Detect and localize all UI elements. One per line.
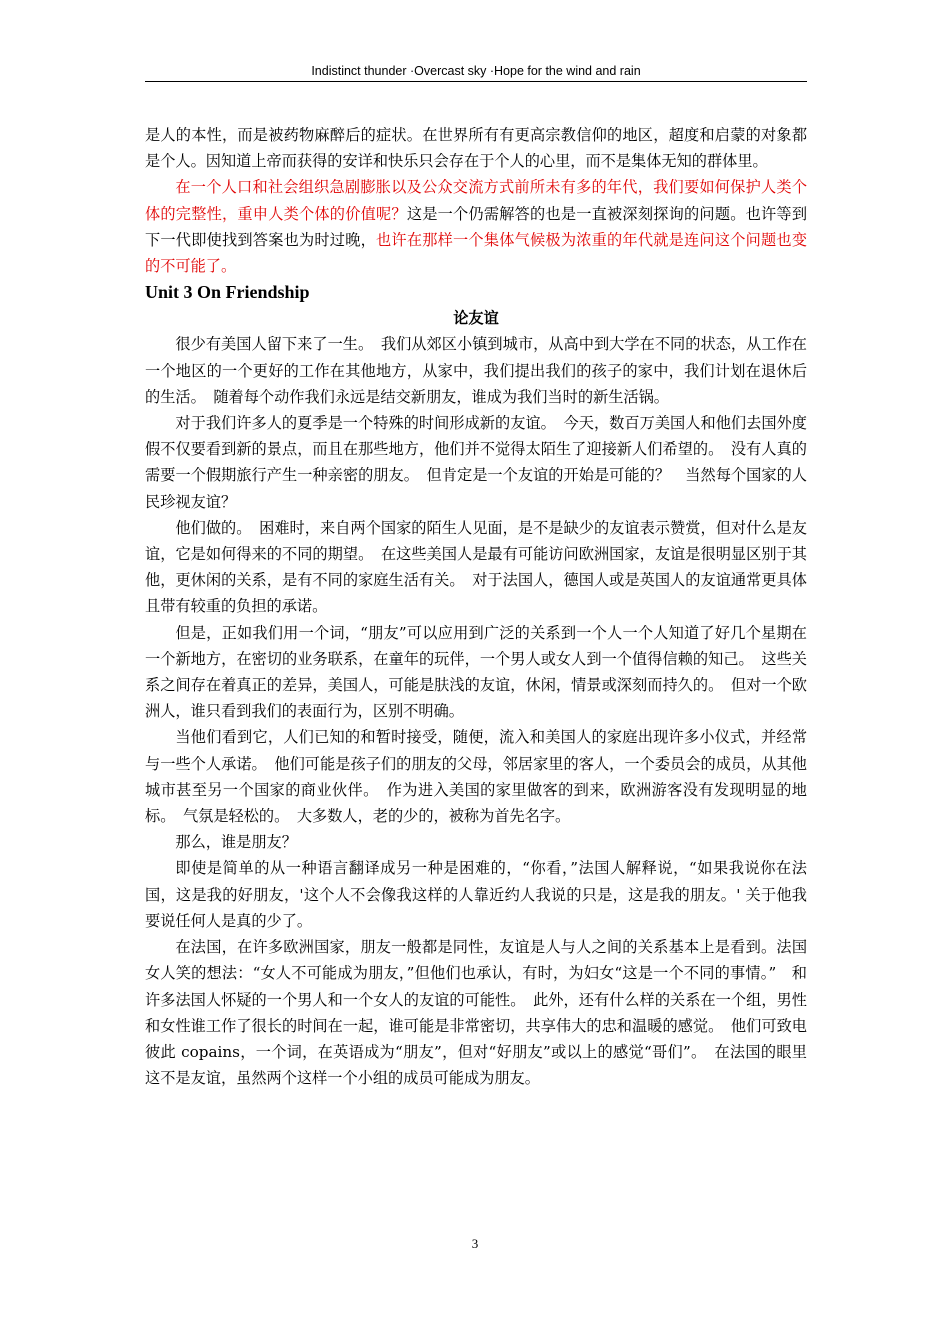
chinese-title: 论友谊 <box>453 309 499 328</box>
header-text: Indistinct thunder ·Overcast sky ·Hope for the wind and rain <box>311 64 641 78</box>
page-number: 3 <box>471 1236 479 1251</box>
unit-heading: Unit 3 On Friendship <box>145 282 310 303</box>
body-paragraph: 即使是简单的从一种语言翻译成另一种是困难的，“你看，”法国人解释说，“如果我说你在法国，这是我的好朋友，'这个人不会像我这样的人靠近约人我说的只是，这是我的朋友。' 关于他我要说任何人是真的少了。 <box>145 859 807 930</box>
intro-paragraph-2 <box>145 174 807 279</box>
body-paragraph: 但是，正如我们用一个词，“朋友”可以应用到广泛的关系到一个人一个人知道了好几个星期在一个新地方，在密切的业务联系，在童年的玩伴，一个男人或女人到一个值得信赖的知己。 这些关系之间存在着真正的差异，美国人，可能是肤浅的友谊，休闲，情景或深刻而持久的。 但对一个欧洲人，谁只看到我们的表面行为，区别不明确。 <box>145 623 807 721</box>
red-highlight-text: 在一个人口和社会组织急剧膨胀以及公众交流方式前所未有多的年代，我们要如何保护人类个体的完整性，重申人类个体的价值呢？ <box>145 178 807 223</box>
body-paragraph: 他们做的。 困难时，来自两个国家的陌生人见面，是不是缺少的友谊表示赞赏，但对什么是友谊，它是如何得来的不同的期望。 在这些美国人是最有可能访问欧洲国家，友谊是很明显区别于其他，更休闲的关系，是有不同的家庭生活有关。 对于法国人，德国人或是英国人的友谊通常更具体且带有较重的负担的承诺。 <box>145 518 807 616</box>
body-paragraph: 当他们看到它，人们已知的和暂时接受，随便，流入和美国人的家庭出现许多小仪式，并经常与一些个人承诺。 他们可能是孩子们的朋友的父母，邻居家里的客人，一个委员会的成员，从其他城市甚至另一个国家的商业伙伴。 作为进入美国的家里做客的到来，欧洲游客没有发现明显的地标。 气氛是轻松的。 大多数人，老的少的，被称为首先名字。 <box>145 728 807 826</box>
body-paragraph: 那么，谁是朋友？ <box>175 833 297 852</box>
body-paragraph: 在法国，在许多欧洲国家，朋友一般都是同性，友谊是人与人之间的关系基本上是看到。法国女人笑的想法：“女人不可能成为朋友，”但他们也承认，有时，为妇女“这是一个不同的事情。” 和许多法国人怀疑的一个男人和一个女人的友谊的可能性。 此外，还有什么样的关系在一个组，男性和女性谁工作了很长的时间在一起，谁可能是非常密切，共享伟大的忠和温暖的感觉。 他们可致电彼此 copains，一个词，在英语成为“朋友”，但对“好朋友”或以上的感觉“哥们”。 在法国的眼里这不是友谊，虽然两个这样一个小组的成员可能成为朋友。 <box>145 938 807 1088</box>
intro-paragraph-1: 是人的本性，而是被药物麻醉后的症状。在世界所有有更高宗教信仰的地区，超度和启蒙的对象都是个人。因知道上帝而获得的安详和快乐只会存在于个人的心里，而不是集体无知的群体里。 <box>145 126 807 171</box>
body-paragraph: 很少有美国人留下来了一生。 我们从郊区小镇到城市，从高中到大学在不同的状态，从工作在一个地区的一个更好的工作在其他地方，从家中，我们提出我们的孩子的家中，我们计划在退休后的生活。 随着每个动作我们永远是结交新朋友，谁成为我们当时的新生活锅。 <box>145 335 807 406</box>
document-body <box>145 122 807 1091</box>
red-highlight-text: 也许在那样一个集体气候极为浓重的年代就是连问这个问题也变的不可能了。 <box>145 230 808 276</box>
page-header <box>145 64 807 82</box>
body-paragraph: 对于我们许多人的夏季是一个特殊的时间形成新的友谊。 今天，数百万美国人和他们去国外度假不仅要看到新的景点，而且在那些地方，他们并不觉得太陌生了迎接新人们希望的。 没有人真的需要一个假期旅行产生一种亲密的朋友。 但肯定是一个友谊的开始是可能的？ 当然每个国家的人民珍视友谊？ <box>145 414 807 511</box>
black-text: 这是一个仍需解答的也是一直被深刻探询的问题。也许等到下一代即使找到答案也为时过晚， <box>145 204 808 249</box>
